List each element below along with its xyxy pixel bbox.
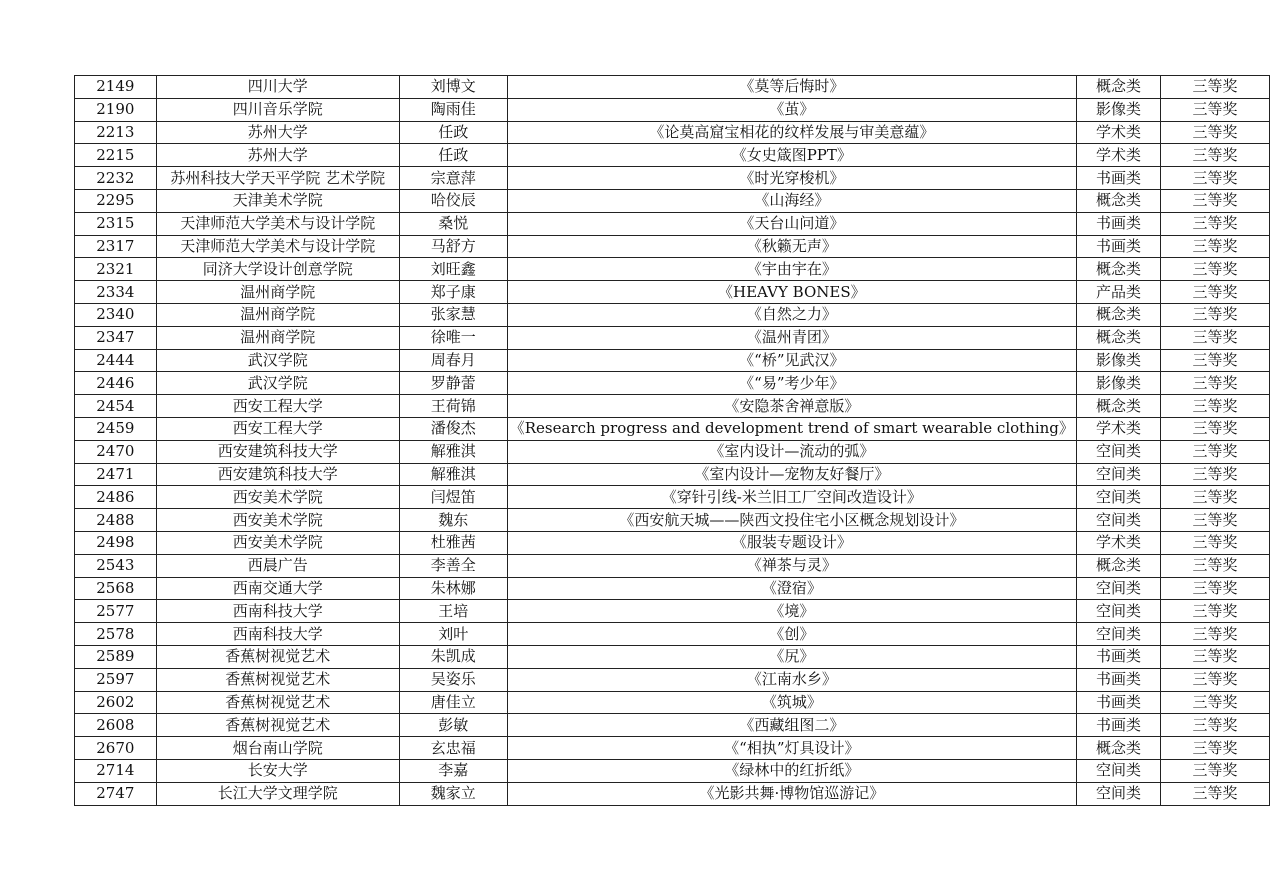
category-cell: 影像类 — [1076, 349, 1160, 372]
school-cell: 天津美术学院 — [156, 189, 399, 212]
school-cell: 同济大学设计创意学院 — [156, 258, 399, 281]
category-cell: 书画类 — [1076, 714, 1160, 737]
award-cell: 三等奖 — [1161, 395, 1270, 418]
award-cell: 三等奖 — [1161, 98, 1270, 121]
work-title-cell: 《论莫高窟宝相花的纹样发展与审美意蕴》 — [507, 121, 1076, 144]
award-cell: 三等奖 — [1161, 167, 1270, 190]
table-row — [75, 144, 1270, 167]
entry-id-cell: 2444 — [75, 349, 157, 372]
table-row — [75, 600, 1270, 623]
category-cell: 书画类 — [1076, 645, 1160, 668]
table-row — [75, 668, 1270, 691]
author-cell: 罗静蕾 — [399, 372, 507, 395]
award-cell: 三等奖 — [1161, 600, 1270, 623]
school-cell: 苏州大学 — [156, 121, 399, 144]
entry-id-cell: 2543 — [75, 554, 157, 577]
award-cell: 三等奖 — [1161, 189, 1270, 212]
author-cell: 刘旺鑫 — [399, 258, 507, 281]
category-cell: 空间类 — [1076, 623, 1160, 646]
category-cell: 概念类 — [1076, 303, 1160, 326]
category-cell: 概念类 — [1076, 76, 1160, 99]
entry-id-cell: 2454 — [75, 395, 157, 418]
author-cell: 彭敏 — [399, 714, 507, 737]
work-title-cell: 《光影共舞·博物馆巡游记》 — [507, 782, 1076, 805]
category-cell: 空间类 — [1076, 577, 1160, 600]
entry-id-cell: 2213 — [75, 121, 157, 144]
award-cell: 三等奖 — [1161, 144, 1270, 167]
school-cell: 温州商学院 — [156, 281, 399, 304]
entry-id-cell: 2608 — [75, 714, 157, 737]
table-row — [75, 98, 1270, 121]
work-title-cell: 《创》 — [507, 623, 1076, 646]
category-cell: 学术类 — [1076, 121, 1160, 144]
entry-id-cell: 2714 — [75, 759, 157, 782]
award-cell: 三等奖 — [1161, 349, 1270, 372]
work-title-cell: 《莫等后悔时》 — [507, 76, 1076, 99]
entry-id-cell: 2577 — [75, 600, 157, 623]
table-row — [75, 645, 1270, 668]
school-cell: 西南科技大学 — [156, 623, 399, 646]
category-cell: 空间类 — [1076, 600, 1160, 623]
entry-id-cell: 2347 — [75, 326, 157, 349]
author-cell: 唐佳立 — [399, 691, 507, 714]
category-cell: 概念类 — [1076, 326, 1160, 349]
school-cell: 温州商学院 — [156, 303, 399, 326]
entry-id-cell: 2334 — [75, 281, 157, 304]
category-cell: 空间类 — [1076, 486, 1160, 509]
table-row — [75, 395, 1270, 418]
table-row — [75, 463, 1270, 486]
school-cell: 香蕉树视觉艺术 — [156, 668, 399, 691]
author-cell: 李善全 — [399, 554, 507, 577]
category-cell: 书画类 — [1076, 212, 1160, 235]
table-row — [75, 303, 1270, 326]
author-cell: 任政 — [399, 144, 507, 167]
author-cell: 任政 — [399, 121, 507, 144]
school-cell: 温州商学院 — [156, 326, 399, 349]
table-row — [75, 486, 1270, 509]
author-cell: 陶雨佳 — [399, 98, 507, 121]
category-cell: 影像类 — [1076, 98, 1160, 121]
author-cell: 吴姿乐 — [399, 668, 507, 691]
work-title-cell: 《西安航天城——陕西文投住宅小区概念规划设计》 — [507, 509, 1076, 532]
award-cell: 三等奖 — [1161, 691, 1270, 714]
award-cell: 三等奖 — [1161, 76, 1270, 99]
award-cell: 三等奖 — [1161, 463, 1270, 486]
work-title-cell: 《女史箴图PPT》 — [507, 144, 1076, 167]
school-cell: 西晨广告 — [156, 554, 399, 577]
award-cell: 三等奖 — [1161, 303, 1270, 326]
award-cell: 三等奖 — [1161, 281, 1270, 304]
work-title-cell: 《服装专题设计》 — [507, 531, 1076, 554]
entry-id-cell: 2568 — [75, 577, 157, 600]
work-title-cell: 《室内设计—流动的弧》 — [507, 440, 1076, 463]
entry-id-cell: 2602 — [75, 691, 157, 714]
work-title-cell: 《茧》 — [507, 98, 1076, 121]
category-cell: 概念类 — [1076, 258, 1160, 281]
work-title-cell: 《秋籁无声》 — [507, 235, 1076, 258]
category-cell: 概念类 — [1076, 554, 1160, 577]
work-title-cell: 《筑城》 — [507, 691, 1076, 714]
table-row — [75, 440, 1270, 463]
award-cell: 三等奖 — [1161, 121, 1270, 144]
school-cell: 武汉学院 — [156, 349, 399, 372]
school-cell: 天津师范大学美术与设计学院 — [156, 235, 399, 258]
award-cell: 三等奖 — [1161, 372, 1270, 395]
awards-table — [74, 75, 1270, 806]
work-title-cell: 《自然之力》 — [507, 303, 1076, 326]
work-title-cell: 《天台山问道》 — [507, 212, 1076, 235]
school-cell: 西南科技大学 — [156, 600, 399, 623]
author-cell: 哈佼辰 — [399, 189, 507, 212]
school-cell: 香蕉树视觉艺术 — [156, 645, 399, 668]
table-row — [75, 189, 1270, 212]
school-cell: 西安建筑科技大学 — [156, 440, 399, 463]
author-cell: 玄忠福 — [399, 737, 507, 760]
category-cell: 概念类 — [1076, 737, 1160, 760]
entry-id-cell: 2190 — [75, 98, 157, 121]
author-cell: 马舒方 — [399, 235, 507, 258]
work-title-cell: 《江南水乡》 — [507, 668, 1076, 691]
category-cell: 概念类 — [1076, 395, 1160, 418]
entry-id-cell: 2597 — [75, 668, 157, 691]
award-cell: 三等奖 — [1161, 531, 1270, 554]
school-cell: 西安美术学院 — [156, 486, 399, 509]
table-row — [75, 281, 1270, 304]
award-cell: 三等奖 — [1161, 509, 1270, 532]
category-cell: 空间类 — [1076, 759, 1160, 782]
entry-id-cell: 2589 — [75, 645, 157, 668]
entry-id-cell: 2747 — [75, 782, 157, 805]
entry-id-cell: 2486 — [75, 486, 157, 509]
award-cell: 三等奖 — [1161, 440, 1270, 463]
entry-id-cell: 2459 — [75, 417, 157, 440]
award-cell: 三等奖 — [1161, 486, 1270, 509]
table-row — [75, 509, 1270, 532]
entry-id-cell: 2215 — [75, 144, 157, 167]
table-row — [75, 759, 1270, 782]
work-title-cell: 《时光穿梭机》 — [507, 167, 1076, 190]
work-title-cell: 《尻》 — [507, 645, 1076, 668]
author-cell: 刘博文 — [399, 76, 507, 99]
entry-id-cell: 2471 — [75, 463, 157, 486]
entry-id-cell: 2321 — [75, 258, 157, 281]
school-cell: 苏州科技大学天平学院 艺术学院 — [156, 167, 399, 190]
award-cell: 三等奖 — [1161, 714, 1270, 737]
table-row — [75, 167, 1270, 190]
author-cell: 王荷锦 — [399, 395, 507, 418]
award-cell: 三等奖 — [1161, 554, 1270, 577]
author-cell: 桑悦 — [399, 212, 507, 235]
category-cell: 书画类 — [1076, 668, 1160, 691]
school-cell: 武汉学院 — [156, 372, 399, 395]
work-title-cell: 《宇由宇在》 — [507, 258, 1076, 281]
work-title-cell: 《温州青团》 — [507, 326, 1076, 349]
author-cell: 闫煜笛 — [399, 486, 507, 509]
table-row — [75, 417, 1270, 440]
category-cell: 空间类 — [1076, 463, 1160, 486]
author-cell: 魏东 — [399, 509, 507, 532]
awards-table-body — [75, 76, 1270, 806]
work-title-cell: 《“相执”灯具设计》 — [507, 737, 1076, 760]
entry-id-cell: 2488 — [75, 509, 157, 532]
table-row — [75, 372, 1270, 395]
school-cell: 四川音乐学院 — [156, 98, 399, 121]
author-cell: 宗意萍 — [399, 167, 507, 190]
author-cell: 朱凯成 — [399, 645, 507, 668]
table-row — [75, 714, 1270, 737]
author-cell: 朱林娜 — [399, 577, 507, 600]
school-cell: 西安美术学院 — [156, 531, 399, 554]
award-cell: 三等奖 — [1161, 645, 1270, 668]
entry-id-cell: 2670 — [75, 737, 157, 760]
category-cell: 影像类 — [1076, 372, 1160, 395]
category-cell: 书画类 — [1076, 691, 1160, 714]
category-cell: 空间类 — [1076, 440, 1160, 463]
table-row — [75, 121, 1270, 144]
work-title-cell: 《西藏组图二》 — [507, 714, 1076, 737]
school-cell: 西安建筑科技大学 — [156, 463, 399, 486]
table-row — [75, 623, 1270, 646]
work-title-cell: 《绿林中的红折纸》 — [507, 759, 1076, 782]
award-cell: 三等奖 — [1161, 759, 1270, 782]
work-title-cell: 《Research progress and development trend of smart wearable clothing》 — [507, 417, 1076, 440]
table-row — [75, 782, 1270, 805]
school-cell: 西安美术学院 — [156, 509, 399, 532]
school-cell: 长安大学 — [156, 759, 399, 782]
work-title-cell: 《HEAVY BONES》 — [507, 281, 1076, 304]
table-row — [75, 531, 1270, 554]
category-cell: 空间类 — [1076, 782, 1160, 805]
author-cell: 潘俊杰 — [399, 417, 507, 440]
author-cell: 徐唯一 — [399, 326, 507, 349]
table-row — [75, 737, 1270, 760]
table-row — [75, 691, 1270, 714]
table-row — [75, 258, 1270, 281]
entry-id-cell: 2149 — [75, 76, 157, 99]
entry-id-cell: 2315 — [75, 212, 157, 235]
author-cell: 周春月 — [399, 349, 507, 372]
author-cell: 王培 — [399, 600, 507, 623]
category-cell: 书画类 — [1076, 235, 1160, 258]
table-row — [75, 554, 1270, 577]
school-cell: 四川大学 — [156, 76, 399, 99]
author-cell: 杜雅茜 — [399, 531, 507, 554]
author-cell: 李嘉 — [399, 759, 507, 782]
category-cell: 概念类 — [1076, 189, 1160, 212]
table-row — [75, 76, 1270, 99]
work-title-cell: 《穿针引线-米兰旧工厂空间改造设计》 — [507, 486, 1076, 509]
entry-id-cell: 2498 — [75, 531, 157, 554]
award-cell: 三等奖 — [1161, 417, 1270, 440]
school-cell: 烟台南山学院 — [156, 737, 399, 760]
award-cell: 三等奖 — [1161, 258, 1270, 281]
category-cell: 学术类 — [1076, 144, 1160, 167]
school-cell: 苏州大学 — [156, 144, 399, 167]
award-cell: 三等奖 — [1161, 212, 1270, 235]
work-title-cell: 《山海经》 — [507, 189, 1076, 212]
author-cell: 魏家立 — [399, 782, 507, 805]
award-cell: 三等奖 — [1161, 782, 1270, 805]
author-cell: 张家慧 — [399, 303, 507, 326]
work-title-cell: 《“桥”见武汉》 — [507, 349, 1076, 372]
award-cell: 三等奖 — [1161, 737, 1270, 760]
entry-id-cell: 2317 — [75, 235, 157, 258]
category-cell: 书画类 — [1076, 167, 1160, 190]
school-cell: 香蕉树视觉艺术 — [156, 714, 399, 737]
award-cell: 三等奖 — [1161, 326, 1270, 349]
table-row — [75, 212, 1270, 235]
school-cell: 香蕉树视觉艺术 — [156, 691, 399, 714]
work-title-cell: 《澄宿》 — [507, 577, 1076, 600]
category-cell: 空间类 — [1076, 509, 1160, 532]
work-title-cell: 《境》 — [507, 600, 1076, 623]
entry-id-cell: 2232 — [75, 167, 157, 190]
author-cell: 刘叶 — [399, 623, 507, 646]
author-cell: 郑子康 — [399, 281, 507, 304]
table-row — [75, 577, 1270, 600]
entry-id-cell: 2340 — [75, 303, 157, 326]
work-title-cell: 《禅茶与灵》 — [507, 554, 1076, 577]
award-cell: 三等奖 — [1161, 623, 1270, 646]
work-title-cell: 《“易”考少年》 — [507, 372, 1076, 395]
award-cell: 三等奖 — [1161, 668, 1270, 691]
school-cell: 西安工程大学 — [156, 417, 399, 440]
table-row — [75, 349, 1270, 372]
author-cell: 解雅淇 — [399, 440, 507, 463]
award-cell: 三等奖 — [1161, 577, 1270, 600]
award-cell: 三等奖 — [1161, 235, 1270, 258]
work-title-cell: 《室内设计—宠物友好餐厅》 — [507, 463, 1076, 486]
entry-id-cell: 2295 — [75, 189, 157, 212]
school-cell: 长江大学文理学院 — [156, 782, 399, 805]
work-title-cell: 《安隐茶舍禅意版》 — [507, 395, 1076, 418]
table-row — [75, 326, 1270, 349]
entry-id-cell: 2446 — [75, 372, 157, 395]
category-cell: 产品类 — [1076, 281, 1160, 304]
table-row — [75, 235, 1270, 258]
school-cell: 西安工程大学 — [156, 395, 399, 418]
category-cell: 学术类 — [1076, 417, 1160, 440]
entry-id-cell: 2578 — [75, 623, 157, 646]
author-cell: 解雅淇 — [399, 463, 507, 486]
school-cell: 西南交通大学 — [156, 577, 399, 600]
school-cell: 天津师范大学美术与设计学院 — [156, 212, 399, 235]
entry-id-cell: 2470 — [75, 440, 157, 463]
category-cell: 学术类 — [1076, 531, 1160, 554]
